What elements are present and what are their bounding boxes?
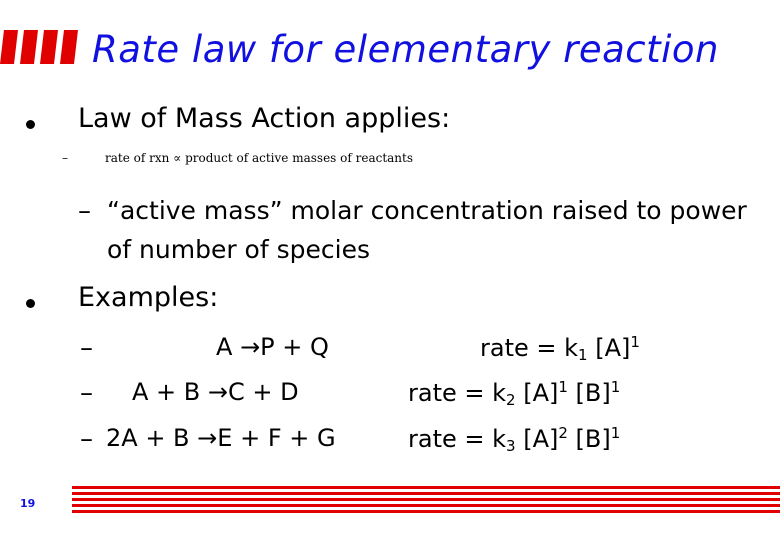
bullet-dot (26, 120, 35, 129)
reaction-1 (216, 333, 329, 361)
concentration: [B] (575, 379, 611, 407)
reaction-order: 1 (558, 378, 568, 396)
sub-bullet-active-mass-line1: “active mass” molar concentration raised to power (107, 196, 747, 225)
rate-prefix: rate = k (480, 334, 579, 362)
products: P + Q (260, 333, 329, 361)
reactants: A + B (132, 378, 201, 406)
reaction-3 (106, 424, 336, 452)
rate-constant-subscript: 2 (506, 391, 516, 409)
reaction-arrow-icon: → (207, 378, 228, 406)
page-number: 19 (20, 497, 36, 510)
bullet-law-of-mass-action: Law of Mass Action applies: (78, 103, 451, 134)
example-dash: – (80, 333, 93, 363)
reaction-order: 2 (558, 424, 568, 442)
reaction-order: 1 (630, 333, 640, 351)
reaction-order: 1 (610, 424, 621, 442)
example-dash: – (80, 378, 93, 408)
sub-bullet-active-mass-line2: of number of species (107, 235, 370, 264)
products: C + D (228, 378, 299, 406)
reaction-order: 1 (610, 378, 621, 396)
sub-bullet-dash: – (62, 151, 68, 165)
sub-bullet-rate-proportional: rate of rxn ∝ product of active masses of reactants (105, 151, 414, 165)
footer-decoration (72, 486, 780, 516)
title-decoration (0, 30, 80, 64)
rate-law-1 (480, 333, 640, 364)
rate-constant-subscript: 3 (506, 437, 516, 455)
example-dash: – (80, 424, 93, 454)
concentration: [A] (523, 425, 559, 453)
rate-constant-subscript: 1 (578, 346, 588, 364)
reactants: 2A + B (106, 424, 190, 452)
concentration: [B] (575, 425, 611, 453)
reactants: A (216, 333, 233, 361)
concentration: [A] (595, 334, 631, 362)
bullet-dot (26, 299, 35, 308)
concentration: [A] (523, 379, 559, 407)
rate-law-3 (408, 424, 620, 455)
sub-bullet-dash: – (78, 196, 91, 226)
rate-law-2 (408, 378, 620, 409)
reaction-arrow-icon: → (197, 424, 218, 452)
reaction-2 (132, 378, 299, 406)
rate-prefix: rate = k (408, 379, 507, 407)
products: E + F + G (217, 424, 336, 452)
slide-title: Rate law for elementary reaction (92, 28, 720, 71)
rate-prefix: rate = k (408, 425, 507, 453)
reaction-arrow-icon: → (240, 333, 261, 361)
bullet-examples: Examples: (78, 282, 219, 313)
